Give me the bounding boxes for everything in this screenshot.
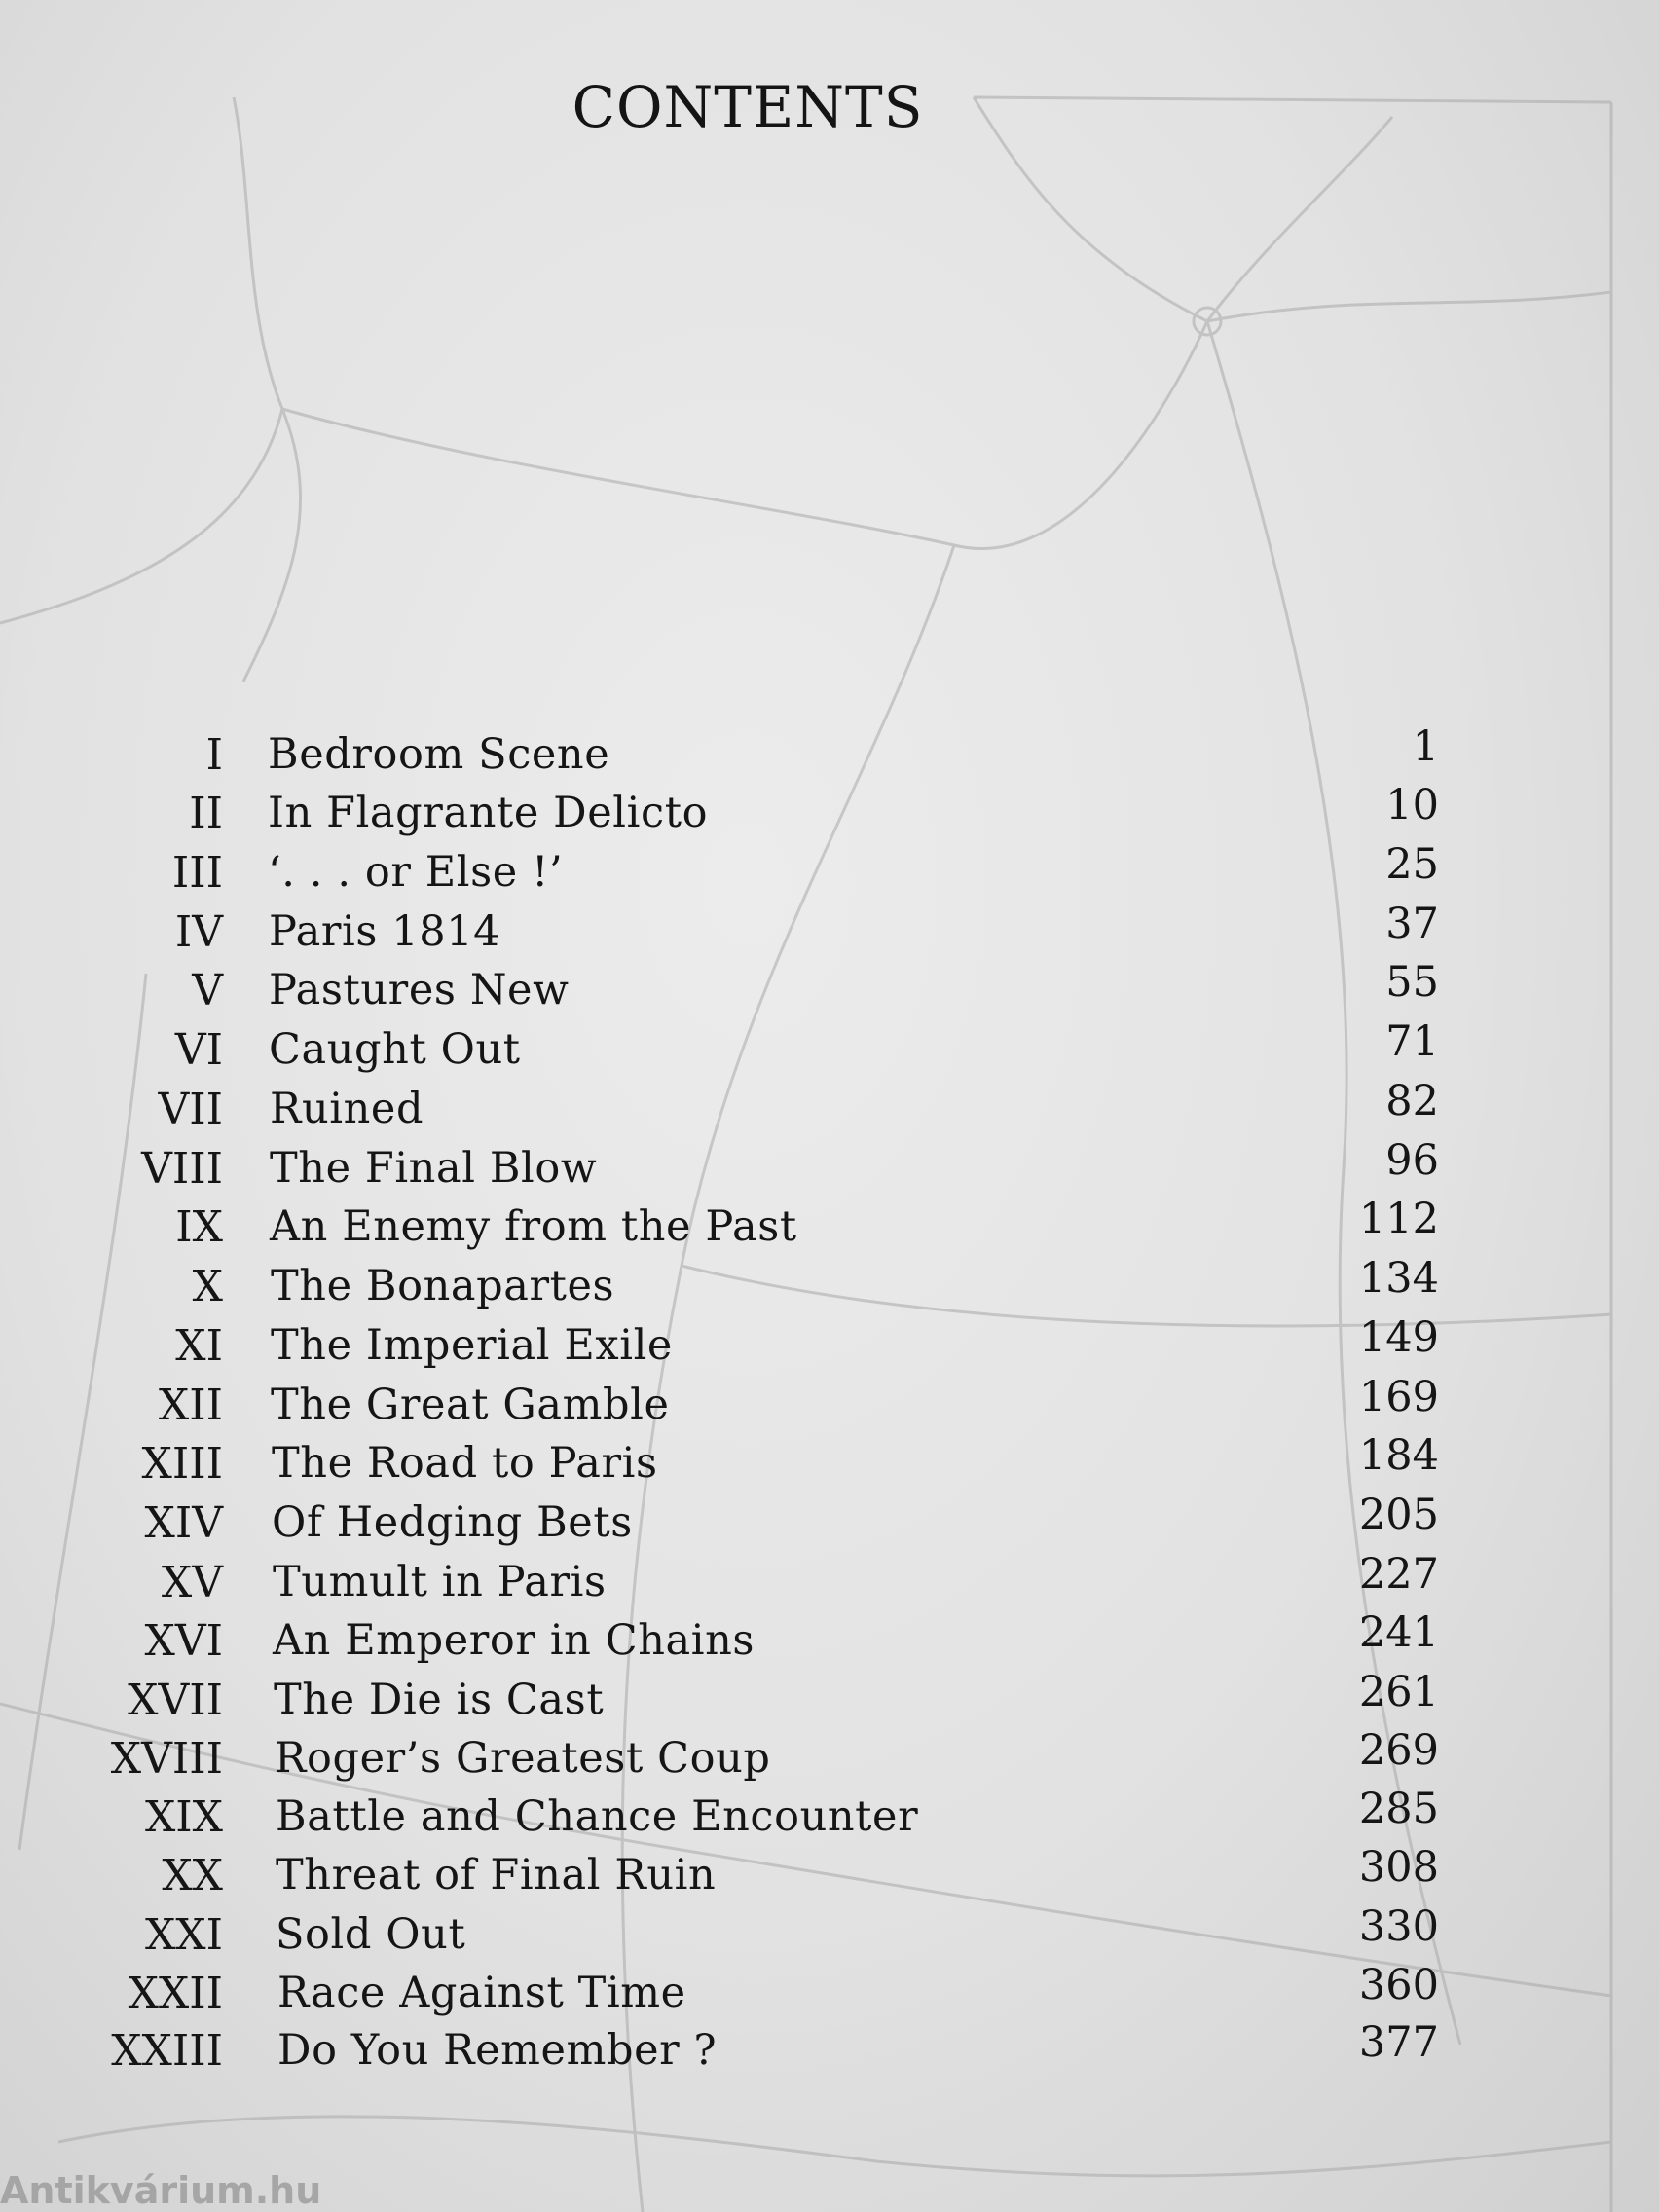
chapter-title: ‘. . . or Else !’	[268, 848, 564, 897]
chapter-page: 169	[1358, 1373, 1439, 1421]
chapter-numeral: X	[192, 1262, 223, 1311]
toc-entry	[0, 1726, 1659, 1788]
chapter-numeral: IV	[174, 907, 223, 957]
toc-entry	[0, 1431, 1659, 1493]
toc-entry	[0, 1843, 1659, 1905]
toc-entry	[0, 1254, 1659, 1316]
chapter-page: 308	[1358, 1843, 1439, 1892]
chapter-title: The Imperial Exile	[271, 1321, 673, 1370]
chapter-numeral: XX	[162, 1851, 223, 1900]
chapter-page: 134	[1358, 1254, 1439, 1303]
toc-entry	[0, 1313, 1659, 1376]
toc-entry	[0, 781, 1659, 843]
chapter-page: 205	[1358, 1491, 1439, 1539]
chapter-numeral: II	[189, 789, 223, 838]
chapter-page: 269	[1358, 1726, 1439, 1775]
page-title: CONTENTS	[571, 74, 924, 140]
toc-entry	[0, 958, 1659, 1020]
toc-entry	[0, 900, 1659, 962]
chapter-page: 360	[1358, 1961, 1439, 2009]
toc-entry	[0, 1136, 1659, 1198]
chapter-numeral: VIII	[141, 1144, 223, 1194]
chapter-title: Threat of Final Ruin	[276, 1851, 717, 1899]
chapter-numeral: XVIII	[110, 1734, 223, 1784]
chapter-page: 184	[1358, 1431, 1439, 1480]
toc-entry	[0, 1785, 1659, 1847]
chapter-title: The Bonapartes	[271, 1262, 615, 1310]
toc-entry	[0, 1902, 1659, 1965]
chapter-numeral: III	[171, 848, 223, 898]
chapter-page: 149	[1358, 1313, 1439, 1362]
chapter-numeral: XVII	[128, 1676, 223, 1725]
chapter-title: The Road to Paris	[272, 1439, 658, 1488]
chapter-page: 261	[1358, 1668, 1439, 1716]
chapter-numeral: IX	[175, 1202, 223, 1252]
chapter-page: 377	[1358, 2018, 1439, 2067]
chapter-title: The Great Gamble	[271, 1381, 670, 1429]
toc-entry	[0, 840, 1659, 903]
chapter-title: Caught Out	[269, 1025, 521, 1074]
chapter-page: 71	[1385, 1017, 1439, 1066]
chapter-title: Ruined	[270, 1085, 424, 1133]
chapter-numeral: XXII	[128, 1969, 223, 2018]
toc-entry	[0, 1077, 1659, 1139]
chapter-page: 82	[1385, 1077, 1439, 1125]
toc-entry	[0, 1961, 1659, 2023]
chapter-title: An Emperor in Chains	[273, 1616, 756, 1665]
chapter-title: The Final Blow	[270, 1144, 598, 1193]
chapter-page: 25	[1385, 840, 1439, 889]
chapter-page: 1	[1412, 722, 1439, 771]
chapter-numeral: XIII	[141, 1439, 223, 1489]
toc-entry	[0, 2018, 1659, 2081]
toc-entry	[0, 1668, 1659, 1730]
chapter-numeral: XI	[175, 1321, 223, 1371]
toc-entry	[0, 1373, 1659, 1435]
chapter-numeral: I	[205, 730, 223, 780]
chapter-numeral: XIX	[144, 1792, 223, 1842]
chapter-numeral: VI	[174, 1025, 223, 1075]
chapter-numeral: XII	[158, 1381, 223, 1430]
chapter-page: 10	[1385, 781, 1439, 830]
chapter-title: Battle and Chance Encounter	[276, 1792, 919, 1841]
chapter-title: The Die is Cast	[274, 1676, 605, 1724]
chapter-page: 55	[1385, 958, 1439, 1007]
chapter-numeral: V	[192, 966, 223, 1015]
chapter-numeral: XVI	[144, 1616, 223, 1666]
chapter-page: 112	[1358, 1195, 1439, 1243]
chapter-page: 96	[1385, 1136, 1439, 1185]
chapter-title: In Flagrante Delicto	[268, 789, 709, 837]
chapter-title: Pastures New	[269, 966, 570, 1014]
chapter-title: Race Against Time	[277, 1969, 686, 2017]
chapter-numeral: XIV	[144, 1498, 223, 1548]
chapter-title: Paris 1814	[269, 907, 501, 956]
chapter-page: 241	[1358, 1608, 1439, 1657]
watermark: Antikvárium.hu	[0, 2169, 322, 2212]
toc-entry	[0, 1017, 1659, 1080]
chapter-page: 37	[1385, 900, 1439, 948]
toc-entry	[0, 1608, 1659, 1671]
chapter-page: 330	[1358, 1902, 1439, 1951]
toc-entry	[0, 1491, 1659, 1553]
toc-entry	[0, 1550, 1659, 1612]
toc-entry	[0, 1195, 1659, 1257]
chapter-page: 285	[1358, 1785, 1439, 1833]
chapter-title: Bedroom Scene	[268, 730, 610, 779]
toc-entry	[0, 722, 1659, 785]
chapter-numeral: XXIII	[111, 2026, 223, 2076]
chapter-numeral: XV	[161, 1558, 223, 1607]
chapter-title: Roger’s Greatest Coup	[275, 1734, 771, 1783]
chapter-numeral: XXI	[144, 1910, 223, 1960]
chapter-title: Do You Remember ?	[277, 2026, 718, 2075]
chapter-title: An Enemy from the Past	[270, 1202, 797, 1251]
chapter-title: Sold Out	[276, 1910, 466, 1959]
chapter-numeral: VII	[158, 1085, 223, 1134]
chapter-page: 227	[1358, 1550, 1439, 1599]
chapter-title: Tumult in Paris	[273, 1558, 607, 1606]
chapter-title: Of Hedging Bets	[272, 1498, 633, 1547]
